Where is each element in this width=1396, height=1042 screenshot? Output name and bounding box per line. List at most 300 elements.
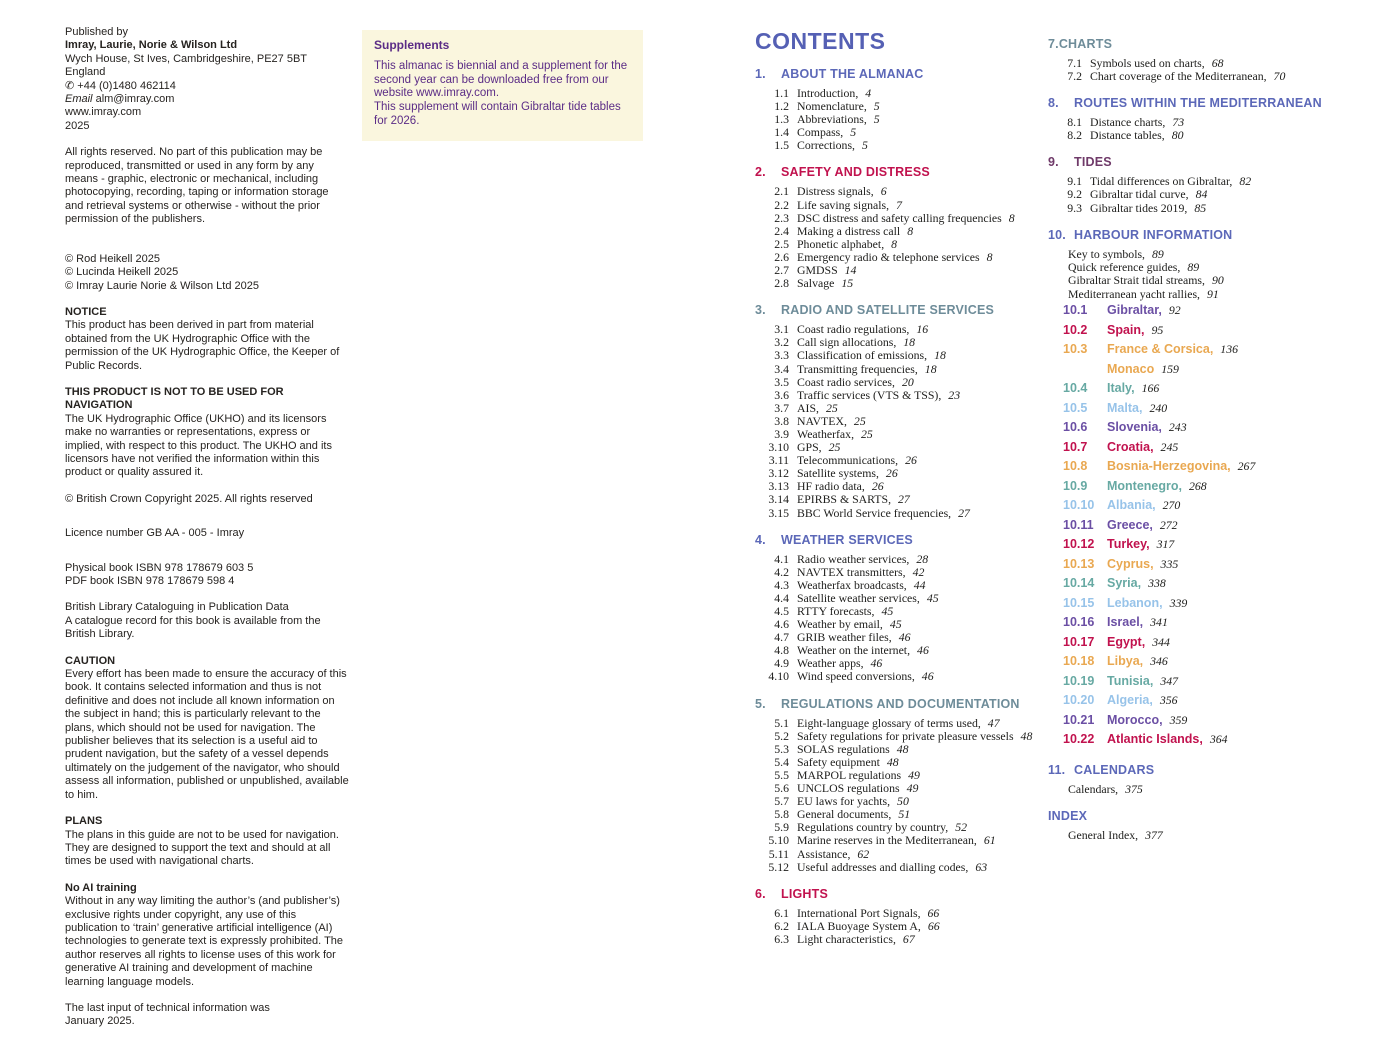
bl-line2: A catalogue record for this book is available from the British Library. — [65, 614, 321, 641]
toc-item — [755, 415, 1050, 428]
toc-item-page: 67 — [902, 931, 915, 946]
toc-item-page: 20 — [901, 374, 914, 389]
toc-item-page: 46 — [870, 656, 883, 671]
toc-item-label: SOLAS regulations — [797, 741, 890, 756]
toc-item-label: Coast radio services, — [797, 374, 895, 389]
copyright-line: © Lucinda Heikell 2025 — [65, 266, 179, 279]
toc-item-label: General Index, — [1068, 828, 1139, 843]
toc-item-label: Wind speed conversions, — [797, 669, 915, 684]
toc-item — [1048, 321, 1388, 341]
toc-item-number: 10.11 — [1063, 517, 1094, 532]
toc-item-page: 4 — [865, 86, 872, 100]
toc-item-label: Weather apps, — [797, 656, 864, 671]
toc-item — [755, 212, 1050, 225]
publisher-block — [65, 26, 349, 133]
toc-item-page: 27 — [958, 505, 970, 520]
toc-item-page: 45 — [926, 590, 939, 605]
toc-item-page: 63 — [975, 859, 988, 874]
toc-item-number: 6.3 — [774, 931, 789, 946]
toc-item-label: Regulations country by country, — [797, 820, 949, 835]
toc-item-page: 50 — [897, 794, 909, 809]
toc-item-number: 10.21 — [1063, 712, 1095, 727]
toc-item-label: Corrections, — [797, 138, 855, 153]
toc-item — [755, 933, 1050, 946]
toc-item-label: Eight-language glossary of terms used, — [797, 715, 981, 730]
toc-section-title: SAFETY AND DISTRESS — [781, 165, 930, 180]
toc-item-label: Atlantic Islands, — [1107, 732, 1203, 747]
toc-item-page: 26 — [885, 466, 898, 481]
toc-item-number: 1.3 — [774, 112, 789, 127]
toc-item-label: Compass, — [797, 125, 844, 140]
toc-section-number: 3. — [755, 303, 766, 318]
notice-heading: NOTICE — [65, 305, 107, 318]
toc-item-label: Gibraltar tidal curve, — [1090, 187, 1189, 202]
toc-item — [1048, 399, 1388, 419]
publisher-phone: +44 (0)1480 462114 — [77, 79, 176, 92]
toc-item — [1048, 672, 1388, 692]
toc-section — [1048, 155, 1388, 214]
toc-item-label: Safety regulations for private pleasure vessels — [797, 728, 1014, 743]
toc-section — [755, 165, 1050, 290]
toc-item-number: 2.8 — [774, 276, 789, 291]
toc-item — [755, 376, 1050, 389]
toc-intro-item — [1068, 261, 1388, 274]
toc-item-number: 5.7 — [774, 794, 789, 809]
toc-item-label: HF radio data, — [797, 479, 865, 494]
toc-item-page: 15 — [841, 276, 854, 291]
toc-item-page: 44 — [913, 577, 926, 592]
toc-item-label: Quick reference guides, — [1068, 260, 1181, 275]
toc-item-page: 84 — [1195, 187, 1208, 202]
toc-item-page: 70 — [1273, 69, 1286, 84]
toc-item-label: General documents, — [797, 807, 892, 822]
supplements-text-2: This supplement will contain Gibraltar tide tables for 2026. — [374, 101, 621, 127]
toc-item-label: Bosnia-Herzegovina, — [1107, 459, 1231, 474]
toc-item — [1048, 477, 1388, 497]
toc-item — [755, 238, 1050, 251]
toc-item-number: 5.4 — [774, 754, 789, 769]
toc-item-page: 245 — [1160, 439, 1179, 454]
toc-section-number: 10. — [1048, 227, 1066, 242]
toc-item-label: Gibraltar, — [1107, 303, 1162, 318]
toc-item-number: 5.10 — [768, 833, 789, 848]
toc-item-number: 4.4 — [774, 590, 789, 605]
toc-section-heading — [1048, 155, 1388, 170]
toc-item — [755, 225, 1050, 238]
toc-item-page: 46 — [898, 630, 911, 645]
toc-item-number: 8.1 — [1067, 115, 1082, 130]
toc-section — [1048, 809, 1388, 842]
toc-item-page: 82 — [1239, 174, 1252, 189]
toc-item-label: Weather on the internet, — [797, 643, 911, 658]
toc-item-number: 5.9 — [774, 820, 789, 835]
toc-item — [755, 670, 1050, 683]
toc-item-page: 8 — [907, 223, 914, 238]
toc-item-page: 344 — [1152, 634, 1170, 649]
published-by-label: Published by — [65, 26, 128, 38]
toc-item-label: International Port Signals, — [797, 905, 921, 920]
toc-item-label: Tidal differences on Gibraltar, — [1090, 174, 1233, 189]
toc-item-number: 4.1 — [774, 551, 789, 566]
toc-item-number: 1.2 — [774, 99, 789, 114]
toc-item-page: 339 — [1169, 595, 1188, 610]
toc-item-label: RTTY forecasts, — [797, 604, 875, 618]
toc-item — [1048, 418, 1388, 438]
contents-title: CONTENTS — [755, 28, 886, 54]
toc-item-number: 8.2 — [1067, 128, 1082, 143]
toc-item-label: Classification of emissions, — [797, 348, 928, 363]
toc-section-title: CHARTS — [1058, 37, 1113, 51]
toc-section-title: INDEX — [1048, 809, 1088, 824]
toc-item-number: 6.2 — [774, 918, 789, 933]
toc-item-number: 1.5 — [774, 138, 789, 153]
toc-item — [1048, 438, 1388, 458]
toc-item — [755, 402, 1050, 415]
toc-item-page: 28 — [916, 551, 929, 566]
navigation-warning-block — [65, 386, 349, 480]
toc-section-heading — [1048, 37, 1388, 52]
toc-intro-item — [1068, 274, 1388, 287]
toc-item-number: 3.5 — [774, 374, 789, 389]
toc-item-page: 25 — [861, 426, 873, 441]
toc-section-heading — [755, 303, 1050, 318]
toc-item-number: 10.13 — [1063, 556, 1095, 571]
toc-item — [1048, 594, 1388, 614]
toc-item-label: Weatherfax, — [797, 426, 855, 441]
toc-item — [1048, 70, 1388, 83]
toc-item-label: MARPOL regulations — [797, 767, 902, 782]
contents-column-1 — [755, 26, 1050, 946]
toc-item — [755, 507, 1050, 520]
toc-item-label: Croatia, — [1107, 439, 1154, 454]
caution-block — [65, 655, 349, 802]
toc-intro-item — [1068, 288, 1388, 301]
toc-item-number: 4.10 — [768, 669, 789, 684]
toc-item-number: 10.12 — [1063, 537, 1095, 552]
toc-item — [1048, 496, 1388, 516]
toc-item — [755, 907, 1050, 920]
toc-item — [755, 834, 1050, 847]
toc-item-label: AIS, — [797, 400, 819, 415]
toc-item-number: 5.3 — [774, 741, 789, 756]
toc-item-label: GMDSS — [797, 263, 838, 278]
toc-item-page: 51 — [898, 807, 911, 822]
toc-item-number: 4.7 — [774, 630, 789, 645]
toc-item-label: Transmitting frequencies, — [797, 361, 918, 376]
toc-item-page: 240 — [1149, 400, 1168, 415]
plans-text: The plans in this guide are not to be used for navigation. They are designed to support the text and should at all times be used with navigational charts. — [65, 828, 339, 868]
toc-item-page: 341 — [1150, 615, 1168, 630]
toc-item-label: Safety equipment — [797, 754, 880, 769]
toc-item-number: 10.6 — [1063, 420, 1088, 435]
email-label: Email — [65, 93, 93, 106]
toc-item-page: 62 — [857, 846, 870, 861]
toc-item-page: 73 — [1172, 115, 1185, 130]
toc-item-page: 359 — [1169, 712, 1188, 727]
toc-item-number: 5.1 — [774, 715, 789, 730]
toc-item-page: 356 — [1159, 693, 1178, 708]
toc-item-page: 375 — [1125, 781, 1143, 796]
toc-item — [1048, 340, 1388, 360]
toc-item — [755, 139, 1050, 152]
toc-item-label: Radio weather services, — [797, 551, 910, 566]
toc-item-page: 48 — [1020, 728, 1033, 743]
toc-item-page: 8 — [986, 249, 993, 264]
toc-item-number: 2.2 — [774, 197, 789, 212]
toc-item-number: 5.2 — [774, 728, 789, 743]
toc-item-page: 338 — [1148, 576, 1166, 591]
publisher-name: Imray, Laurie, Norie & Wilson Ltd — [65, 39, 238, 52]
toc-item — [755, 579, 1050, 592]
toc-item-number: 5.11 — [768, 846, 789, 861]
toc-item-page: 270 — [1162, 498, 1181, 513]
toc-item-number: 3.6 — [774, 387, 789, 402]
toc-item-label: Emergency radio & telephone services — [797, 249, 980, 264]
toc-item-page: 52 — [955, 820, 968, 835]
toc-item-number: 10.22 — [1063, 732, 1095, 747]
toc-item-label: Nomenclature, — [797, 99, 867, 114]
toc-item-label: Distance tables, — [1090, 128, 1165, 143]
toc-item — [755, 349, 1050, 362]
toc-item-label: Light characteristics, — [797, 931, 896, 946]
toc-item-number: 10.5 — [1063, 400, 1088, 415]
phone-icon: ✆ — [65, 79, 75, 92]
toc-section-title: REGULATIONS AND DOCUMENTATION — [781, 696, 1020, 711]
toc-item-label: Abbreviations, — [797, 112, 867, 127]
toc-item-label: Libya, — [1107, 654, 1144, 669]
toc-item-number: 3.7 — [774, 400, 789, 415]
toc-item-label: Lebanon, — [1107, 595, 1163, 610]
toc-item-label: Key to symbols, — [1068, 246, 1146, 261]
crown-copyright-line: © British Crown Copyright 2025. All rights reserved — [65, 492, 313, 505]
toc-item-label: Greece, — [1107, 517, 1153, 532]
toc-section — [755, 887, 1050, 946]
toc-item-label: Turkey, — [1107, 537, 1150, 552]
toc-item-page: 45 — [881, 604, 894, 618]
toc-item-page: 8 — [1008, 210, 1015, 225]
isbn-physical: Physical book ISBN 978 178679 603 5 — [65, 561, 254, 574]
toc-item-label: Weather by email, — [797, 617, 883, 632]
toc-item — [755, 566, 1050, 579]
toc-item-page: 66 — [927, 905, 940, 920]
toc-section-title: WEATHER SERVICES — [781, 532, 913, 547]
toc-item — [755, 730, 1050, 743]
toc-item-number: 9.1 — [1067, 174, 1082, 189]
toc-item-page: 48 — [896, 741, 909, 756]
toc-item-label: Weatherfax broadcasts, — [797, 577, 907, 592]
toc-item-page: 66 — [927, 918, 940, 933]
toc-item — [755, 277, 1050, 290]
toc-item — [1048, 379, 1388, 399]
toc-item-label: DSC distress and safety calling frequencies — [797, 210, 1002, 225]
toc-item-page: 317 — [1156, 537, 1175, 552]
toc-section — [755, 303, 1050, 519]
toc-item-page: 68 — [1211, 56, 1224, 70]
toc-item — [755, 185, 1050, 198]
toc-item — [755, 199, 1050, 212]
toc-item-label: Phonetic alphabet, — [797, 236, 885, 251]
toc-item-label: GPS, — [797, 440, 822, 455]
last-input-line2: January 2025. — [65, 1015, 135, 1028]
toc-intro-item — [1068, 783, 1388, 796]
toc-item-number: 3.4 — [774, 361, 789, 376]
toc-section-heading — [755, 533, 1050, 548]
bl-line1: British Library Cataloguing in Publication Data — [65, 601, 289, 614]
toc-item — [755, 717, 1050, 730]
toc-item — [1048, 613, 1388, 633]
toc-item-page: 27 — [898, 492, 910, 507]
toc-item-label: Syria, — [1107, 576, 1142, 591]
toc-item-label: Satellite weather services, — [797, 590, 920, 605]
toc-item-label: NAVTEX transmitters, — [797, 564, 906, 579]
toc-item-number: 6.1 — [774, 905, 789, 920]
toc-section-number: 5. — [755, 696, 766, 711]
last-input-block — [65, 1002, 349, 1029]
toc-item — [1048, 574, 1388, 594]
toc-section — [1048, 37, 1388, 83]
supplements-box — [362, 30, 643, 141]
caution-text: Every effort has been made to ensure the accuracy of this book. It contains selected information and thus is not definitive and does not include all known information on the subject in hand; this is particularly relevant to the plans, which should not be used for navigation. The publisher believes that its selection is a useful aid to prudent navigation, but the safety of a vessel depends ultimately on the judgement of the navigator, who should assess all information, published or unpublished, available to him. — [65, 668, 349, 801]
toc-item-number: 2.6 — [774, 249, 789, 264]
toc-item-page: 46 — [921, 669, 934, 684]
toc-item-label: BBC World Service frequencies, — [797, 505, 952, 520]
toc-item — [1048, 535, 1388, 555]
toc-item-page: 46 — [917, 643, 929, 658]
publisher-phone-line — [65, 80, 349, 93]
toc-section-number: 9. — [1048, 155, 1059, 170]
toc-item-label: IALA Buoyage System A, — [797, 918, 921, 933]
toc-item-label: Algeria, — [1107, 693, 1153, 708]
toc-item-page: 5 — [873, 99, 880, 114]
toc-item-label: Symbols used on charts, — [1090, 56, 1205, 70]
toc-item-label: France & Corsica, — [1107, 342, 1214, 357]
toc-item-label: Slovenia, — [1107, 420, 1162, 435]
publisher-email: alm@imray.com — [95, 93, 175, 106]
toc-item-label: Chart coverage of the Mediterranean, — [1090, 69, 1267, 84]
toc-section-title: RADIO AND SATELLITE SERVICES — [781, 303, 995, 318]
toc-item-number: 2.1 — [774, 184, 789, 199]
toc-item-label: Montenegro, — [1107, 478, 1182, 493]
toc-item-page: 272 — [1159, 517, 1178, 532]
toc-item-page: 25 — [828, 440, 841, 455]
notice-block — [65, 306, 349, 373]
plans-heading: PLANS — [65, 815, 103, 828]
toc-section-heading — [1048, 809, 1388, 824]
toc-item-number: 10.9 — [1063, 478, 1088, 493]
toc-item-page: 48 — [886, 754, 899, 769]
toc-item-label: Telecommunications, — [797, 453, 899, 468]
isbn-pdf: PDF book ISBN 978 178679 598 4 — [65, 575, 235, 587]
toc-section-heading — [1048, 96, 1388, 111]
publisher-email-line — [65, 93, 349, 106]
toc-item-page: 364 — [1209, 732, 1228, 747]
toc-item-number: 4.6 — [774, 617, 789, 632]
toc-item — [1048, 633, 1388, 653]
toc-item-number: 3.14 — [768, 492, 789, 507]
toc-item-page: 18 — [934, 348, 946, 363]
toc-item-page: 14 — [844, 263, 857, 278]
toc-section-title: TIDES — [1074, 155, 1112, 170]
toc-item — [755, 756, 1050, 769]
toc-item-label: Call sign allocations, — [797, 335, 897, 350]
notice-text: This product has been derived in part from material obtained from the UK Hydrographic Office with the permission of the UK Hydrographic Office, the Keeper of Public Records. — [65, 319, 340, 372]
rights-paragraph: All rights reserved. No part of this publication may be reproduced, transmitted or used in any form by any means - graphic, electronic or mechanical, including photocopying, recording, taping or information storage and retrieval systems or otherwise - without the prior permission of the publishers. — [65, 146, 329, 226]
toc-item-page: 61 — [983, 833, 996, 848]
toc-section-title: LIGHTS — [781, 886, 829, 901]
toc-intro-item — [1068, 248, 1388, 261]
toc-item-page: 95 — [1151, 322, 1164, 337]
toc-item-number: 3.12 — [768, 466, 789, 481]
toc-section — [755, 533, 1050, 684]
toc-item-page: 90 — [1211, 273, 1224, 288]
toc-item-page: 18 — [924, 361, 937, 376]
toc-item-label: Tunisia, — [1107, 673, 1154, 688]
toc-item-page: 45 — [889, 617, 902, 632]
toc-item-number: 4.9 — [774, 656, 789, 671]
toc-item-number: 5.12 — [768, 859, 789, 874]
toc-section-number: 6. — [755, 886, 766, 901]
toc-item-page: 243 — [1168, 420, 1187, 435]
toc-item-label: Distress signals, — [797, 184, 874, 199]
toc-item-number: 4.8 — [774, 643, 789, 658]
toc-item-page: 5 — [873, 112, 880, 127]
toc-section-number: 7. — [1048, 37, 1059, 51]
toc-item-label: Coast radio regulations, — [797, 322, 910, 337]
toc-item — [755, 848, 1050, 861]
toc-item — [1048, 711, 1388, 731]
toc-item-page: 23 — [948, 387, 961, 402]
licence-line: Licence number GB AA - 005 - Imray — [65, 527, 245, 540]
toc-item-number: 10.2 — [1063, 322, 1088, 337]
toc-item-number: 1.4 — [774, 125, 789, 140]
toc-item-label: Distance charts, — [1090, 115, 1166, 130]
toc-item — [1048, 301, 1388, 321]
toc-item-label: Gibraltar Strait tidal streams, — [1068, 273, 1205, 288]
toc-item-page: 49 — [908, 767, 920, 782]
toc-item-number: 10.16 — [1063, 615, 1095, 630]
toc-item-label: Mediterranean yacht rallies, — [1068, 286, 1200, 301]
toc-item — [1048, 652, 1388, 672]
ai-training-block — [65, 882, 349, 989]
contents-column-2 — [1048, 24, 1388, 843]
toc-item-label: Making a distress call — [797, 223, 901, 238]
toc-item-page: 85 — [1194, 200, 1207, 215]
toc-item-page: 7 — [896, 197, 902, 212]
toc-item-number: 10.14 — [1063, 576, 1095, 591]
toc-section-number: 2. — [755, 165, 766, 180]
toc-item-number: 9.2 — [1067, 187, 1082, 202]
toc-item — [755, 861, 1050, 874]
toc-item-page: 47 — [987, 715, 1000, 730]
toc-item-number: 3.9 — [774, 426, 789, 441]
toc-item-number: 10.10 — [1063, 498, 1095, 513]
toc-section-heading — [1048, 763, 1388, 778]
toc-item-number: 7.2 — [1067, 69, 1082, 84]
toc-item-number: 3.2 — [774, 335, 789, 350]
toc-item-number: 2.3 — [774, 210, 789, 225]
toc-item-number: 10.17 — [1063, 634, 1095, 649]
plans-block — [65, 815, 349, 869]
toc-item-number: 10.18 — [1063, 654, 1095, 669]
toc-item-number: 1.1 — [774, 86, 789, 100]
toc-item — [1048, 202, 1388, 215]
toc-item — [1048, 730, 1388, 750]
toc-item-page: 89 — [1152, 246, 1164, 261]
toc-item-page: 159 — [1161, 361, 1179, 376]
toc-item-number: 10.7 — [1063, 439, 1088, 454]
navigation-warning-text: The UK Hydrographic Office (UKHO) and its licensors make no warranties or representations, express or implied, with respect to this product. The UKHO and its licensors have not verified the information within this product or quality assured it. — [65, 412, 332, 479]
toc-intro-item — [1068, 829, 1388, 842]
